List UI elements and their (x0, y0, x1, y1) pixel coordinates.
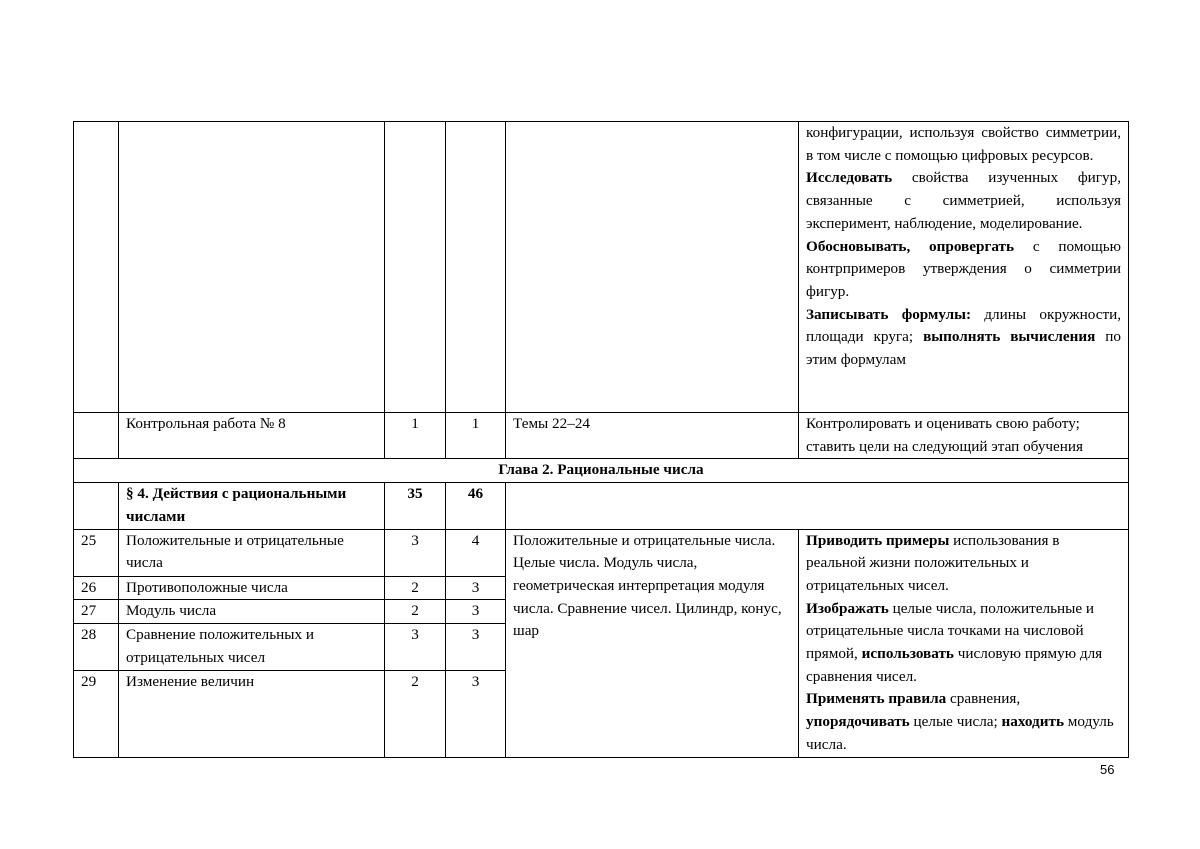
activity-text: с помощью контрпримеров утверждения о симметрии фигур. (806, 237, 1121, 300)
cell-content (506, 122, 799, 413)
section-title: § 4. Действия с рациональными числами (126, 485, 347, 525)
activity-text: длины окружности, площади круга; (806, 305, 1122, 346)
cell-hours2: 3 (446, 600, 506, 624)
activity-text: по этим формулам (806, 328, 1121, 369)
activity-verb: использовать (861, 645, 954, 663)
cell-section-empty (506, 483, 1129, 529)
cell-hours1: 1 (385, 413, 446, 459)
cell-hours2 (446, 122, 506, 413)
cell-hours2: 3 (446, 671, 506, 757)
activity-verb: Записывать формулы: (806, 305, 972, 323)
activity-text: конфигурации, используя свойство симметрии, в том числе с помощью цифровых ресурсов. (806, 124, 1121, 164)
activity-text: целые числа, положительные и отрицательные числа точками на числовой прямой, (806, 599, 1094, 663)
activity-verb: Изображать (806, 599, 889, 617)
activity-verb: Применять правила (806, 690, 947, 708)
chapter-title: Глава 2. Рациональные числа (498, 461, 704, 479)
cell-title: Сравнение положительных и отрицательных чисел (119, 624, 385, 671)
cell-title: Противоположные числа (119, 576, 385, 600)
table-row-control-work (74, 413, 1129, 459)
cell-hours1: 2 (385, 576, 446, 600)
cell-hours2: 3 (446, 576, 506, 600)
table-row (74, 529, 1129, 576)
activity-text: свойства изученных фигур, связанные с симметрией, используя эксперимент, наблюдение, моделирование. (806, 169, 1121, 232)
activity-verb: выполнять вычисления (923, 328, 1096, 346)
table-row-section (74, 483, 1129, 529)
cell-hours2: 1 (446, 413, 506, 459)
cell-content: Положительные и отрицательные числа. Целые числа. Модуль числа, геометрическая интерпретация модуля числа. Сравнение чисел. Цилиндр, конус, шар (506, 529, 799, 757)
curriculum-table (73, 121, 1129, 758)
cell-activities (799, 529, 1129, 757)
activity-verb: упорядочивать (806, 713, 910, 731)
activity-verb: Обосновывать, опровергать (806, 237, 1015, 255)
cell-hours1: 3 (385, 624, 446, 671)
activity-verb: находить (1001, 713, 1064, 731)
cell-title: Модуль числа (119, 600, 385, 624)
cell-title (119, 483, 385, 529)
cell-title (119, 122, 385, 413)
cell-num (74, 122, 119, 413)
activity-text: числовую прямую для сравнения чисел. (806, 645, 1103, 685)
cell-activities (799, 122, 1129, 413)
activity-verb: Приводить примеры (806, 531, 950, 549)
page-number: 56 (1100, 762, 1115, 777)
cell-num: 26 (74, 576, 119, 600)
activity-text: использования в реальной жизни положительных и отрицательных чисел. (806, 531, 1060, 594)
cell-num: 27 (74, 600, 119, 624)
cell-content: Темы 22–24 (506, 413, 799, 459)
cell-num (74, 483, 119, 529)
cell-num: 28 (74, 624, 119, 671)
chapter-heading (74, 459, 1129, 483)
cell-hours1: 3 (385, 529, 446, 576)
cell-num (74, 413, 119, 459)
cell-hours1 (385, 483, 446, 529)
activity-text: сравнения, (946, 690, 1021, 708)
cell-title: Положительные и отрицательные числа (119, 529, 385, 576)
activity-text: целые числа; (909, 713, 1002, 731)
cell-num: 25 (74, 529, 119, 576)
cell-hours1: 2 (385, 600, 446, 624)
cell-hours2: 4 (446, 529, 506, 576)
cell-num: 29 (74, 671, 119, 757)
section-hours1: 35 (407, 485, 423, 503)
cell-activities: Контролировать и оценивать свою работу; ставить цели на следующий этап обучения (799, 413, 1129, 459)
cell-hours2 (446, 483, 506, 529)
table-row-continuation (74, 122, 1129, 413)
table-row-chapter (74, 459, 1129, 483)
cell-hours1 (385, 122, 446, 413)
activity-text: модуль числа. (806, 713, 1114, 753)
cell-title: Изменение величин (119, 671, 385, 757)
section-hours2: 46 (467, 485, 484, 503)
cell-title: Контрольная работа № 8 (119, 413, 385, 459)
cell-hours1: 2 (385, 671, 446, 757)
cell-hours2: 3 (446, 624, 506, 671)
activity-verb: Исследовать (806, 169, 893, 187)
